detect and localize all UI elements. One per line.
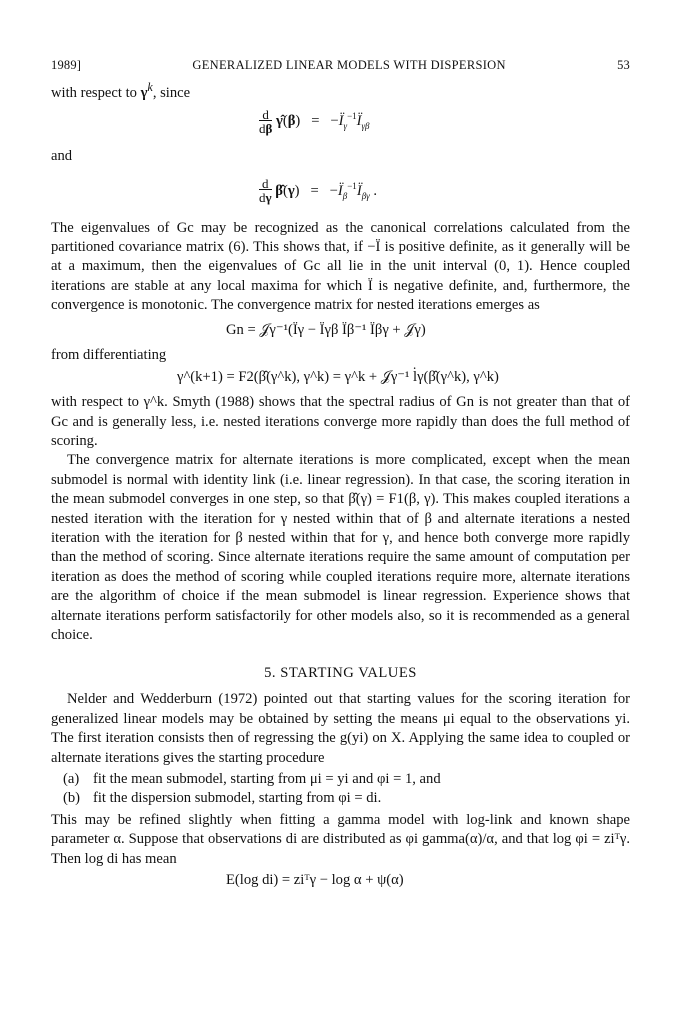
list-item-text: fit the dispersion submodel, starting from φi = di. [93, 790, 382, 807]
and-line: and [51, 148, 73, 165]
equation-4 [51, 365, 630, 393]
list-item-text: fit the mean submodel, starting from μi = yi and φi = 1, and [93, 771, 441, 788]
equation-3-render: Gn = 𝒥γ⁻¹(Ïγ − Ïγβ Ïβ⁻¹ Ïβγ + 𝒥γ) [226, 321, 426, 338]
equation-5 [51, 869, 630, 893]
list-item-label: (a) [63, 771, 80, 788]
intro-line: with respect to $\gamma^k$, since [51, 80, 191, 101]
header-page-number: 53 [617, 58, 630, 72]
list-item [51, 789, 630, 808]
procedure-list [51, 770, 630, 809]
paragraph-4: Nelder and Wedderburn (1972) pointed out that starting values for the scoring iteration for generalized linear models may be obtained by setting the means μi equal to the observations yi. The first iteration consists then of regressing the g(yi) on X. Applying the same idea to coupled or alternate iterations gives the starting procedure [51, 691, 630, 766]
equation-1-render: d dβ γ̂(β) = $-Ï_\gamma^{-1}Ï_{\gamma\beta}$ [259, 106, 370, 136]
paragraph-2: with respect to γ^k. Smyth (1988) shows that the spectral radius of Gn is not greater than that of Gc and is generally less, i.e. nested iterations converge more rapidly than does the full method of scoring. [51, 394, 630, 449]
header-title: GENERALIZED LINEAR MODELS WITH DISPERSION [192, 58, 506, 72]
equation-1 [51, 103, 630, 149]
section-heading: 5. STARTING VALUES [264, 665, 417, 682]
equation-5-render: E(log di) = ziᵀγ − log α + ψ(α) [226, 872, 404, 889]
paragraph-5: This may be refined slightly when fitting a gamma model with log-link and known shape parameter α. Suppose that observations di are distributed as φi gamma(α)/α, and that log φi = ziᵀγ. Then log di has mean [51, 811, 630, 867]
paragraph-3: The convergence matrix for alternate iterations is more complicated, except when the mean submodel is normal with identity link (i.e. linear regression). In that case, the scoring iteration in the mean submodel converges in one step, so that β̂(γ) = F1(β, γ). This makes coupled iterations a nested iteration with the iteration for γ nested within that of β and alternate iterations a nested iteration with the iteration for β nested within that for γ, and hence both converge more rapidly than the method of scoring. Since alternate iterations require the same amount of computation per iteration as does the method of scoring while coupled iterations require more, alternate iterations are the algorithm of choice if the mean submodel is linear regression. Experience shows that alternate iterations perform satisfactorily for other models also, so it is recommended as a general choice. [51, 452, 630, 643]
from-differentiating: from differentiating [51, 346, 167, 363]
paragraph-1: The eigenvalues of Gc may be recognized as the canonical correlations calculated from the partitioned covariance matrix (6). This shows that, if −Ï is positive definite, as it generally will be at a maximum, then the eigenvalues of Gc all lie in the unit interval (0, 1). Hence coupled iterations are stable at any local maxima for which Ï is negative definite, and, furthermore, the convergence is monotonic. The convergence matrix for nested iterations emerges as [51, 219, 630, 314]
list-item [51, 770, 630, 789]
equation-4-render: γ^(k+1) = F2(β̂(γ^k), γ^k) = γ^k + 𝒥γ⁻¹ l̇γ(β̂(γ^k), γ^k) [177, 369, 499, 386]
header-year: 1989] [51, 58, 82, 72]
equation-3 [51, 316, 630, 346]
equation-2 [51, 167, 630, 219]
equation-2-render: d dγ β̂(γ) = $-Ï_\beta^{-1}Ï_{\beta\gamma}$ . [259, 176, 378, 206]
list-item-label: (b) [63, 790, 81, 807]
page [51, 58, 630, 893]
running-header [51, 58, 630, 78]
